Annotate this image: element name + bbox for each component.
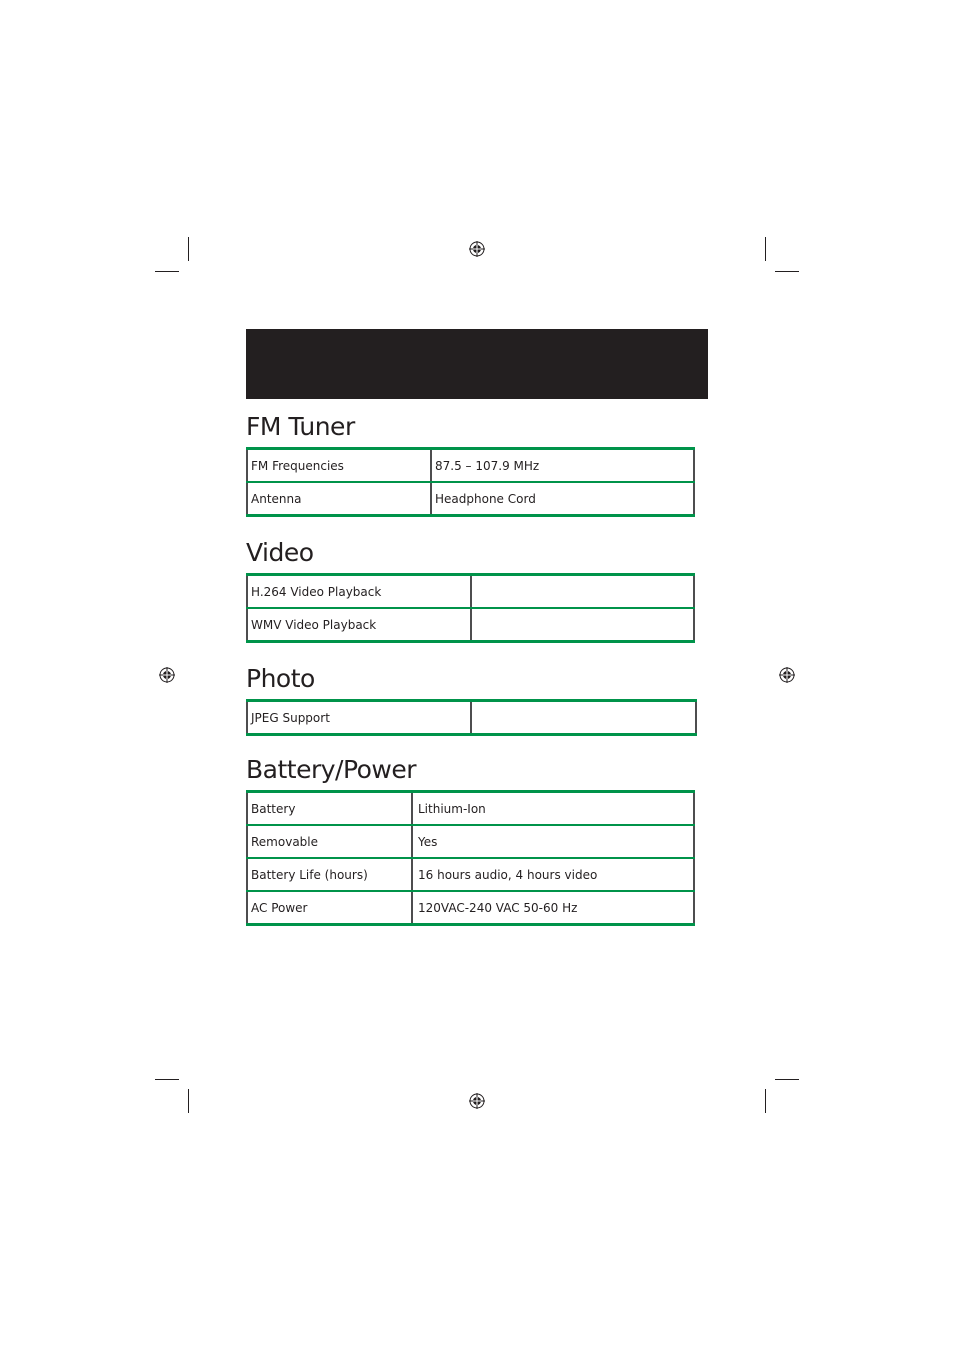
table-row [247,608,694,642]
spec-label: WMV Video Playback [247,608,471,642]
table-row [247,482,694,516]
spec-table-battery-power [246,790,695,926]
registration-mark-icon [159,667,175,683]
spec-table-video [246,573,695,643]
crop-mark-icon [775,271,799,272]
crop-mark-icon [188,237,189,261]
crop-mark-icon [765,1089,766,1113]
spec-label: FM Frequencies [247,449,431,483]
spec-table-fm-tuner [246,447,695,517]
spec-label: H.264 Video Playback [247,575,471,609]
spec-value: 87.5 – 107.9 MHz [431,449,694,483]
spec-value [471,575,694,609]
spec-label: JPEG Support [247,701,471,735]
table-row [247,792,694,826]
spec-value: Lithium-Ion [412,792,694,826]
table-row [247,701,696,735]
spec-label: Battery Life (hours) [247,858,412,891]
crop-mark-icon [155,1079,179,1080]
section-title-video: Video [246,538,314,567]
spec-value: 16 hours audio, 4 hours video [412,858,694,891]
registration-mark-icon [779,667,795,683]
spec-value: 120VAC-240 VAC 50-60 Hz [412,891,694,925]
table-row [247,858,694,891]
table-row [247,891,694,925]
spec-label: AC Power [247,891,412,925]
crop-mark-icon [765,237,766,261]
crop-mark-icon [775,1079,799,1080]
header-banner [246,329,708,399]
section-title-photo: Photo [246,664,315,693]
spec-value: Headphone Cord [431,482,694,516]
table-row [247,449,694,483]
table-row [247,575,694,609]
crop-mark-icon [155,271,179,272]
registration-mark-icon [469,241,485,257]
spec-label: Antenna [247,482,431,516]
table-row [247,825,694,858]
spec-label: Battery [247,792,412,826]
section-title-fm-tuner: FM Tuner [246,412,355,441]
registration-mark-icon [469,1093,485,1109]
spec-label: Removable [247,825,412,858]
spec-value [471,608,694,642]
spec-value: Yes [412,825,694,858]
spec-table-photo [246,699,697,736]
section-title-battery-power: Battery/Power [246,755,417,784]
spec-value [471,701,696,735]
crop-mark-icon [188,1089,189,1113]
